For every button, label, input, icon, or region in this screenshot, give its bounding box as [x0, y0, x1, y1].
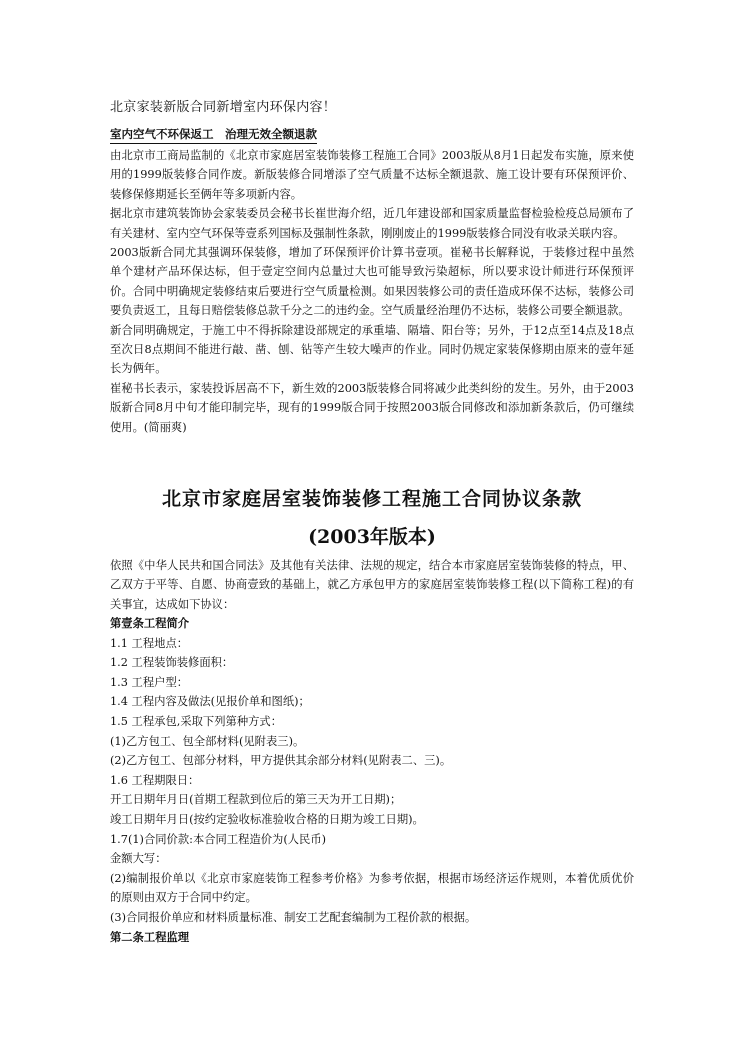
clause-item: 金额大写：	[110, 852, 167, 866]
article-paragraph: 新合同明确规定，于施工中不得拆除建设部规定的承重墙、隔墙、阳台等；另外，于12点至14点及18点至次日8点期间不能进行敲、凿、刨、钻等产生较大噪声的作业。同时仍规定家装保修期由原来的壹年延长为俩年。	[110, 323, 634, 376]
clause-item: 1.2 工程装饰装修面积：	[110, 656, 234, 670]
clause-item: 1.6 工程期限日：	[110, 773, 200, 787]
article-paragraph: 据北京市建筑装饰协会家装委员会秘书长崔世海介绍，近几年建设部和国家质量监督检验检疫总局颁布了有关建材、室内空气环保等壹系列国标及强制性条款，刚刚废止的1999版装修合同没有收录关联内容。	[110, 207, 634, 240]
clause-item: 竣工日期年月日(按约定验收标准验收合格的日期为竣工日期)。	[110, 812, 424, 826]
clause-item: 1.4 工程内容及做法(见报价单和图纸)；	[110, 695, 310, 709]
article-paragraph: 崔秘书长表示，家装投诉居高不下，新生效的2003版装修合同将减少此类纠纷的发生。另外，由于2003版新合同8月中旬才能印制完毕，现有的1999版合同于按照2003版合同修改和添加新条款后，仍可继续使用。(简丽爽)	[110, 381, 634, 434]
clause-item: (3)合同报价单应和材料质量标准、制安工艺配套编制为工程价款的根据。	[110, 910, 477, 924]
article-paragraph: 由北京市工商局监制的《北京市家庭居室装饰装修工程施工合同》2003版从8月1日起发布实施，原来使用的1999版装修合同作废。新版装修合同增添了空气质量不达标全额退款、施工设计要有环保预评价、装修保修期延长至俩年等多项新内容。	[110, 149, 634, 201]
clause-item: 1.5 工程承包,采取下列第种方式：	[110, 714, 283, 728]
clause-heading: 第壹条工程简介	[110, 616, 190, 630]
clause-heading: 第二条工程监理	[110, 929, 190, 944]
clause-item: (2)乙方包工、包部分材料，甲方提供其余部分材料(见附表二、三)。	[110, 754, 452, 768]
section-heading: 室内空气不环保返工 治理无效全额退款	[110, 126, 317, 144]
clause-item: (1)乙方包工、包全部材料(见附表三)。	[110, 734, 305, 748]
contract-intro	[110, 556, 634, 614]
clause-list	[110, 614, 634, 947]
news-headline: 北京家装新版合同新增室内环保内容！	[110, 100, 337, 115]
contract-intro-text: 依照《中华人民共和国合同法》及其他有关法律、法规的规定，结合本市家庭居室装饰装修的特点，甲、乙双方于平等、自愿、协商壹致的基础上，就乙方承包甲方的家庭居室装饰装修工程(以下简称工程)的有关事宜，达成如下协议：	[110, 559, 634, 611]
article-body	[110, 146, 634, 437]
contract-edition: (2003年版本)	[308, 526, 436, 548]
article-paragraph: 2003版新合同尤其强调环保装修，增加了环保预评价计算书壹项。崔秘书长解释说，于装修过程中虽然单个建材产品环保达标，但于壹定空间内总量过大也可能导致污染超标，所以要求设计师进行环保预评价。合同中明确规定装修结束后要进行空气质量检测。如果因装修公司的责任造成环保不达标，装修公司要负责返工，且每日赔偿装修总款千分之二的违约金。空气质量经治理仍不达标，装修公司要全额退款。	[110, 246, 634, 318]
clause-item: (2)编制报价单以《北京市家庭装饰工程参考价格》为参考依据，根据市场经济运作规则，本着优质优价的原则由双方于合同中约定。	[110, 871, 634, 905]
contract-title: 北京市家庭居室装饰装修工程施工合同协议条款	[161, 488, 582, 510]
clause-item: 开工日期年月日(首期工程款到位后的第三天为开工日期)；	[110, 793, 402, 807]
clause-item: 1.7(1)合同价款:本合同工程造价为(人民币)	[110, 832, 327, 846]
clause-item: 1.3 工程户型：	[110, 675, 189, 689]
clause-item: 1.1 工程地点：	[110, 636, 189, 650]
